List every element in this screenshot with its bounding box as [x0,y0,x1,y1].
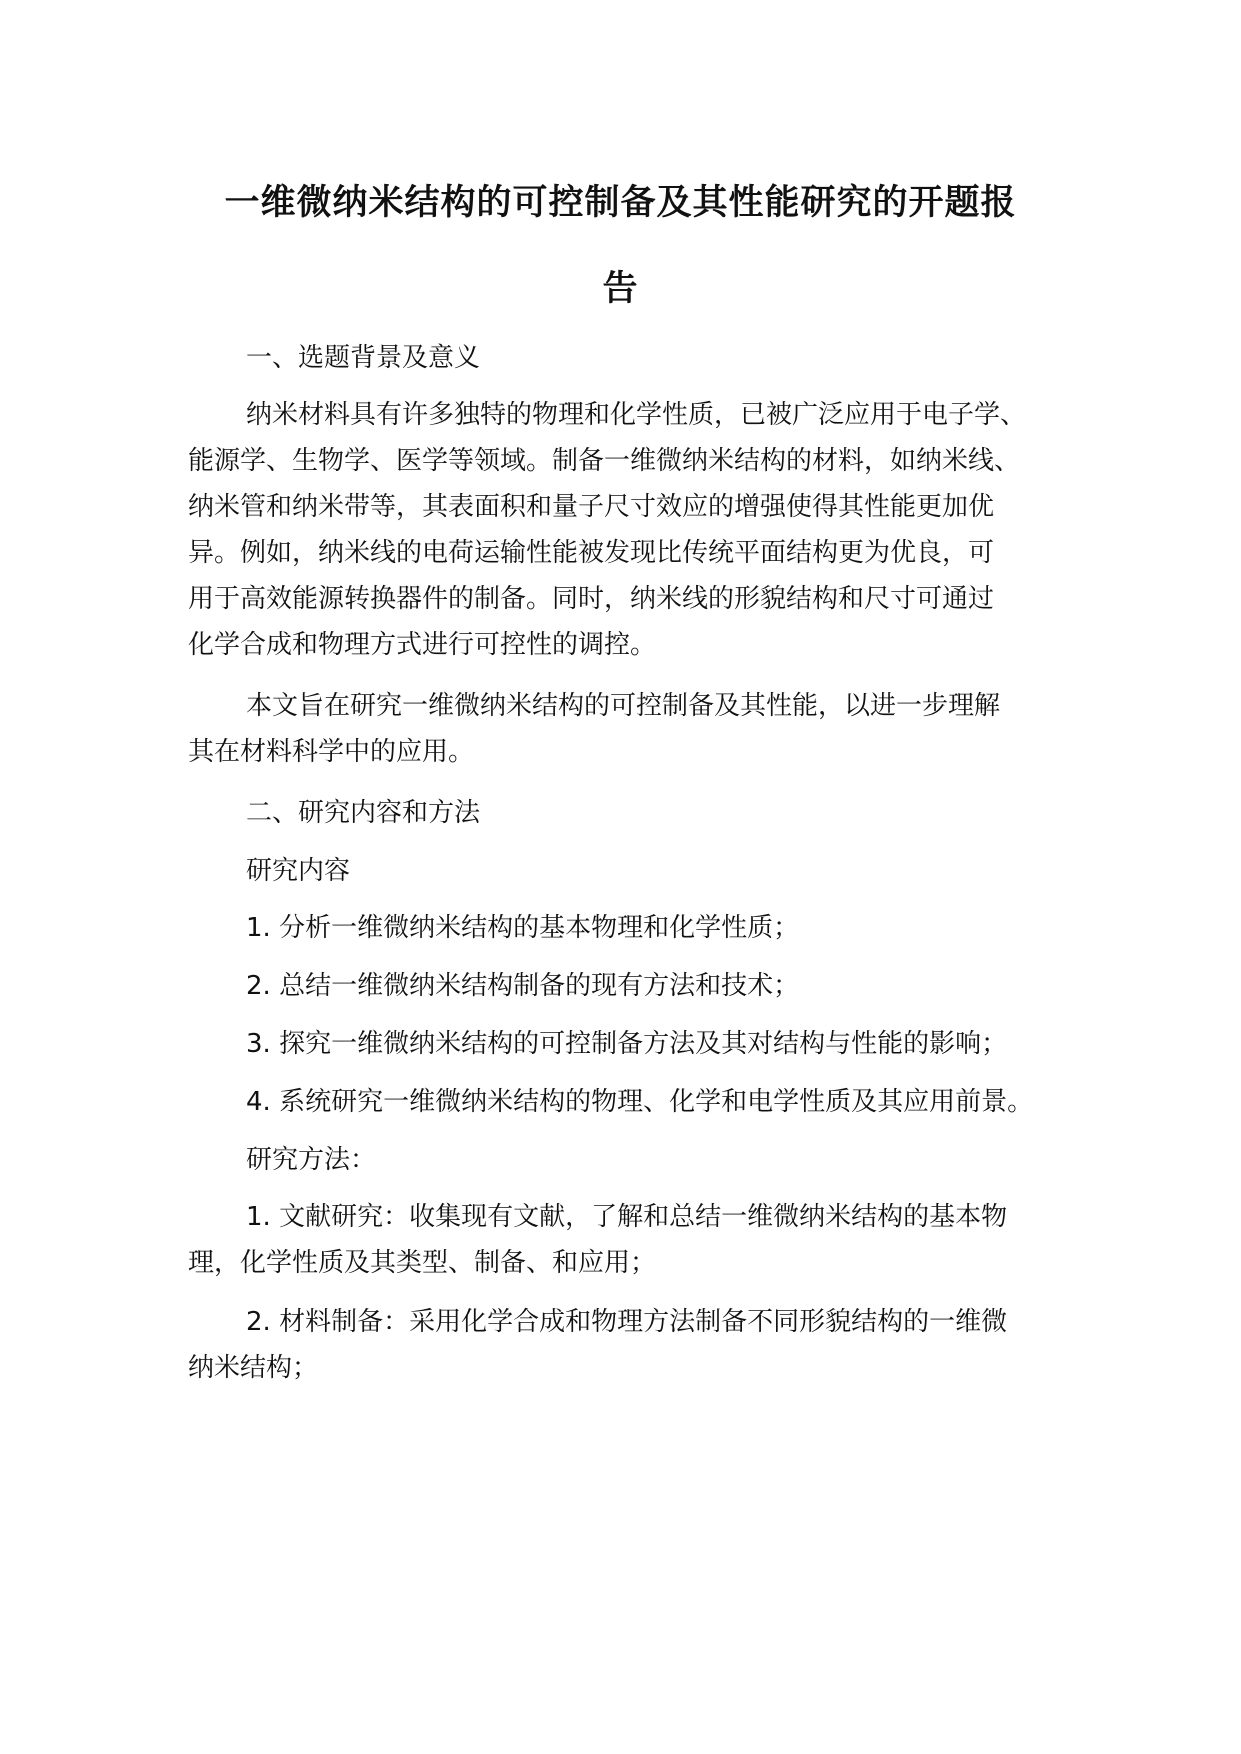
list-item-continuation: 理，化学性质及其类型、制备、和应用； [188,1248,657,1278]
list-item: 2. 总结一维微纳米结构制备的现有方法和技术； [246,971,800,1001]
list-item: 2. 材料制备：采用化学合成和物理方法制备不同形貌结构的一维微 [246,1307,1008,1337]
list-item: 3. 探究一维微纳米结构的可控制备方法及其对结构与性能的影响； [246,1029,1008,1059]
list-item: 1. 分析一维微纳米结构的基本物理和化学性质； [246,913,800,943]
document-title-line-2: 告 [602,269,639,309]
paragraph-line: 本文旨在研究一维微纳米结构的可控制备及其性能，以进一步理解 [246,691,1001,721]
paragraph-line: 用于高效能源转换器件的制备。同时，纳米线的形貌结构和尺寸可通过 [188,584,995,614]
list-item-continuation: 纳米结构； [188,1353,319,1383]
paragraph-line: 纳米材料具有许多独特的物理和化学性质，已被广泛应用于电子学、 [246,400,1027,430]
paragraph-line: 能源学、生物学、医学等领域。制备一维微纳米结构的材料，如纳米线、 [188,446,1021,476]
subheading-research-methods: 研究方法： [246,1145,377,1175]
section-heading-background: 一、选题背景及意义 [246,343,481,373]
list-item: 1. 文献研究：收集现有文献，了解和总结一维微纳米结构的基本物 [246,1202,1008,1232]
document-title-line-1: 一维微纳米结构的可控制备及其性能研究的开题报 [224,183,1017,223]
list-item: 4. 系统研究一维微纳米结构的物理、化学和电学性质及其应用前景。 [246,1087,1034,1117]
paragraph-line: 异。例如，纳米线的电荷运输性能被发现比传统平面结构更为优良，可 [188,538,995,568]
paragraph-line: 化学合成和物理方式进行可控性的调控。 [188,630,657,660]
paragraph-line: 其在材料科学中的应用。 [188,737,475,767]
subheading-research-content: 研究内容 [246,856,351,886]
paragraph-line: 纳米管和纳米带等，其表面积和量子尺寸效应的增强使得其性能更加优 [188,492,995,522]
section-heading-methods: 二、研究内容和方法 [246,798,481,828]
